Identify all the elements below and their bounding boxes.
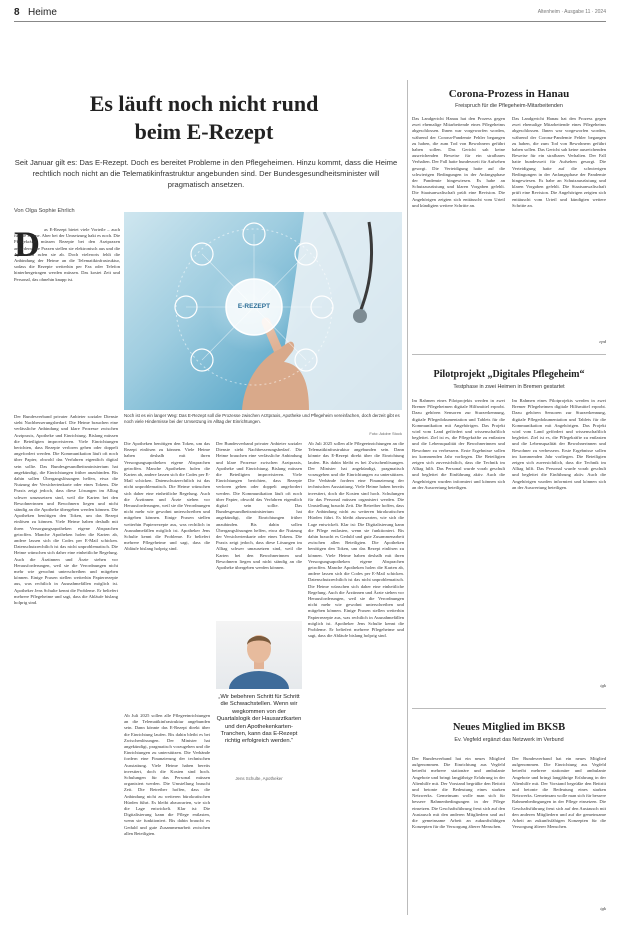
sidebar-1-subtitle: Freispruch für die Pflegeheim-Mitarbeitenden [455,103,563,109]
page-number: 8 [14,7,20,18]
photo-caption: Noch ist es ein langer Weg: Das E-Rezept soll die Prozesse zwischen Arztpraxis, Apotheke und Pflegeheim vereinfachen, doch derzeit gibt es noch viele Hindernisse bei der Umsetzung im Alltag der Einrichtungen. [124,413,400,424]
sidebar-1-title: Corona-Prozess in Hanau [448,88,570,100]
lead-intro-text: as E-Rezept bietet viele Vorteile – auch für die Heime. Aber bei der Umsetzung hakt es noch. Die Pflegekräfte müssen Rezepte bei den Arztpraxen anfordern, die Praxen stellen sie elektronisch aus und die Apotheken rufen sie ab. Doch vielerorts fehlt die Anbindung der Heime an die Telematikinfrastruktur, sodass die Rezepte weiterhin per Fax oder Telefon hinterhergetragen werden müssen. Das kostet Zeit und Personal, das ohnehin knapp ist. [14,227,120,282]
sidebar-3-text-b [512,756,606,906]
header-rule [14,21,606,22]
e-rezept-badge: E-REZEPT [237,303,271,310]
sidebar-1-text-a: Das Landgericht Hanau hat den Prozess gegen zwei ehemalige Mitarbeitende eines Pflegeheims abgeschlossen. Ihnen war vorgeworfen worden, während der Corona-Pandemie Fehler begangen zu haben, die zum Tod von Bewohnern geführt haben sollen. Das Gericht sah keine ausreichenden Beweise für ein strafbares Verhalten. Der Fall hatte bundesweit für Aufsehen gesorgt. Die Verteidigung hatte auf die schwierigen Bedingungen in der Anfangsphase der Pandemie hingewiesen. Es habe an Schutzausrüstung und klaren Vorgaben gefehlt. Die Staatsanwaltschaft prüft eine Revision. Die Angehörigen zeigten sich enttäuscht vom Urteil und kündigten weitere Schritte an. [412,116,505,208]
headline [14,90,394,146]
header-meta: Altenheim · Ausgabe 11 · 2024 [537,9,606,15]
lead-column-2-top: Die Apotheken benötigen den Token, um das Rezept einlösen zu können. Viele Heime haben deshalb mit ihren Versorgungsapotheken eigene Absprachen getroffen. Manche Apotheken holen die Karten ab, andere lassen sich die Codes per E-Mail schicken. Datenschutzrechtlich ist das nicht unproblematisch. Die Heime wünschen sich daher eine einheitliche Regelung. Auch die Ärztinnen und Ärzte stehen vor Herausforderungen, weil sie die Verordnungen nicht mehr wie gewohnt unterschreiben und mitgeben können. Einige Praxen stellen weiterhin Papierrezepte aus, was rechtlich in Ausnahmefällen möglich ist. Apotheker Jens Schulte kennt die Probleme. Er beliefert mehrere Pflegeheime und sagt, dass die Abläufe bislang holprig sind. [124,441,210,552]
section-label: Heime [28,7,57,18]
lead-column-1-more: Die Apotheken benötigen den Token, um das Rezept einlösen zu können. Viele Heime haben deshalb mit ihren Versorgungsapotheken eigene Absprachen getroffen. Manche Apotheken holen die Karten ab, andere lassen sich die Codes per E-Mail schicken. Datenschutzrechtlich ist das nicht unproblematisch. Die Heime wünschen sich daher eine einheitliche Regelung. Auch die Ärztinnen und Ärzte stehen vor Herausforderungen, weil sie die Verordnungen nicht mehr wie gewohnt unterschreiben und mitgeben können. Einige Praxen stellen weiterhin Papierrezepte aus, was rechtlich in Ausnahmefällen möglich ist. Apotheker Jens Schulte kennt die Probleme. Er beliefert mehrere Pflegeheime und sagt, dass die Abläufe bislang holprig sind. [14,507,118,606]
sidebar-2-author: tgk [600,683,606,688]
sidebar-2-text-b [512,398,606,683]
sidebar-2-text-b-content: Im Rahmen eines Pilotprojekts werden in zwei Bremer Pflegeheimen digitale Hilfsmittel erprobt. Dazu gehören Sensoren zur Sturzerkennung, digitale Pflegedokumentation und Tablets für die Kommunikation mit Angehörigen. Das Projekt wird vom Land gefördert und wissenschaftlich begleitet. Ziel ist es, die Pflegekräfte zu entlasten und die Lebensqualität der Bewohnerinnen und Bewohner zu verbessern. Erste Ergebnisse sollen im kommenden Jahr vorliegen. Die Beteiligten zeigen sich zuversichtlich, dass die Technik im Alltag hilft. Das Personal wurde vorab geschult und begleitet die Einführung aktiv. Auch die Angehörigen wurden informiert und können sich an der Auswertung beteiligen. [512,398,606,490]
headline-line-2: beim E-Rezept [134,119,274,144]
lead-column-1-text: Der Bundesverband privater Anbieter sozialer Dienste sieht Nachbesserungsbedarf. Die Heime brauchen eine verlässliche Anbindung und klare Prozesse zwischen Arztpraxis, Apotheke und Einrichtung. Bislang müssen die Beteiligten improvisieren. Viele Einrichtungen berichten, dass Rezepte verloren gehen oder doppelt angefordert werden. Die Kommunikation läuft oft noch über Papier, obwohl das Verfahren eigentlich digital sein sollte. Das Bundesgesundheitsministerium hat angekündigt, die Einrichtungen früher anzubinden. Bis dahin sollen Übergangslösungen helfen, etwa die Nutzung der Versichertenkarte oder eines Tokens. Die Praxis zeigt jedoch, dass diese Lösungen im Alltag schwer umzusetzen sind, weil die Karten bei den Bewohnerinnen und Bewohnern liegen und nicht ständig an die Apotheke übergeben werden können. [14,414,118,513]
lead-column-4-text: Ab Juli 2025 sollen alle Pflegeeinrichtungen an die Telematikinfrastruktur angebunden sein. Dann könnte das E-Rezept direkt über die Einrichtung laufen. Bis dahin bleibt es bei Zwischenlösungen. Der Minister hat angekündigt, pragmatisch vorzugehen und die Einrichtungen zu unterstützen. Die Verbände fordern eine Finanzierung der technischen Ausstattung. Viele Heime haben bereits investiert, doch die Kosten sind hoch. Schulungen für das Personal müssen organisiert werden. Die Umstellung braucht Zeit. Die Betreiber hoffen, dass die Anbindung nicht zu weiteren bürokratischen Hürden führt. Es bleibt abzuwarten, wie sich die Lage entwickelt. Klar ist: Die Digitalisierung kann die Pflege entlasten, wenn sie funktioniert. Bis dahin braucht es Geduld und gute Zusammenarbeit zwischen allen Beteiligten. [308,441,404,546]
lead-column-3-text: Der Bundesverband privater Anbieter sozialer Dienste sieht Nachbesserungsbedarf. Die Heime brauchen eine verlässliche Anbindung und klare Prozesse zwischen Arztpraxis, Apotheke und Einrichtung. Bislang müssen die Beteiligten improvisieren. Viele Einrichtungen berichten, dass Rezepte verloren gehen oder doppelt angefordert werden. Die Kommunikation läuft oft noch über Papier, obwohl das Verfahren eigentlich digital sein sollte. Das Bundesgesundheitsministerium hat angekündigt, die Einrichtungen früher anzubinden. Bis dahin sollen Übergangslösungen helfen, etwa die Nutzung der Versichertenkarte oder eines Tokens. Die Praxis zeigt jedoch, dass diese Lösungen im Alltag schwer umzusetzen sind, weil die Karten bei den Bewohnerinnen und Bewohnern liegen und nicht ständig an die Apotheke übergeben werden können. [216,441,302,571]
lead-column-4-more: Die Apotheken benötigen den Token, um das Rezept einlösen zu können. Viele Heime haben deshalb mit ihren Versorgungsapotheken eigene Absprachen getroffen. Manche Apotheken holen die Karten ab, andere lassen sich die Codes per E-Mail schicken. Datenschutzrechtlich ist das nicht unproblematisch. Die Heime wünschen sich daher eine einheitliche Regelung. Auch die Ärztinnen und Ärzte stehen vor Herausforderungen, weil sie die Verordnungen nicht mehr wie gewohnt unterschreiben und mitgeben können. Einige Praxen stellen weiterhin Papierrezepte aus, was rechtlich in Ausnahmefällen möglich ist. Apotheker Jens Schulte kennt die Probleme. Er beliefert mehrere Pflegeheime und sagt, dass die Abläufe bislang holprig sind. [308,540,404,639]
sidebar-3-subtitle: Ev. Vegfeld ergänzt das Netzwerk im Verbund [454,737,564,743]
lead-column-4 [308,441,404,913]
sidebar-2-subtitle: Testphase in zwei Heimen in Bremen gestartet [453,384,565,390]
pull-quote: „Wir bebehren Schritt für Schritt die Schwachstellen. Wenn wir wegkommen von der Quartalslogik der Hausarztkarten und den Apothekenkarten-Tranchen, kann das E-Rezept richtig erfolgreich werden.“ [216,694,302,745]
sidebar-rule-1 [412,354,606,355]
sidebar-1-author: epd [599,339,606,344]
sidebar-1-text-b [512,116,606,336]
lead-column-2-bottom [124,713,210,913]
sidebar-2-text-a: Im Rahmen eines Pilotprojekts werden in zwei Bremer Pflegeheimen digitale Hilfsmittel erprobt. Dazu gehören Sensoren zur Sturzerkennung, digitale Pflegedokumentation und Tablets für die Kommunikation mit Angehörigen. Das Projekt wird vom Land gefördert und wissenschaftlich begleitet. Ziel ist es, die Pflegekräfte zu entlasten und die Lebensqualität der Bewohnerinnen und Bewohner zu verbessern. Erste Ergebnisse sollen im kommenden Jahr vorliegen. Die Beteiligten zeigen sich zuversichtlich, dass die Technik im Alltag hilft. Das Personal wurde vorab geschult und begleitet die Einführung aktiv. Auch die Angehörigen wurden informiert und können sich an der Auswertung beteiligen. [412,398,505,490]
headline-line-1: Es läuft noch nicht rund [89,91,319,116]
sidebar-rule-2 [412,708,606,709]
e-rezept-illustration [124,212,402,410]
column-divider [407,80,408,915]
lead-column-1 [14,414,118,914]
portrait-photo [216,621,302,689]
sidebar-2-title: Pilotprojekt „Digitales Pflegeheim“ [433,369,585,380]
deck: Seit Januar gilt es: Das E-Rezept. Doch es bereitet Probleme in den Pflegeheimen. Hinzu kommt, dass die Heime rechtlich noch nicht an die Telematikinfrastruktur angebunden sind. Der Bundesgesundheitsminister will pragmatisch ansetzen. [14,158,398,189]
quote-attribution: Jens Schulte, Apotheker [235,776,283,781]
sidebar-3-title: Neues Mitglied im BKSB [452,722,566,733]
dropcap: D [14,224,40,264]
sidebar-3-text-b-content: Der Bundesverband hat ein neues Mitglied aufgenommen. Die Einrichtung aus Vegfeld betreibt mehrere stationäre und ambulante Angebote und bringt langjährige Erfahrung in der Altenhilfe mit. Der Vorstand begrüßte den Beitritt und betonte die Bedeutung eines starken Netzwerks. Gemeinsam wolle man sich für bessere Rahmenbedingungen in der Pflege einsetzen. Die Geschaftsführung freut sich auf den Austausch mit den anderen Mitgliedern und auf die gemeinsame Arbeit an zukunftsfähigen Konzepten für die Versorgung älterer Menschen. [512,756,606,830]
lead-column-2-bottom-text: Ab Juli 2025 sollen alle Pflegeeinrichtungen an die Telematikinfrastruktur angebunden sein. Dann könnte das E-Rezept direkt über die Einrichtung laufen. Bis dahin bleibt es bei Zwischenlösungen. Der Minister hat angekündigt, pragmatisch vorzugehen und die Einrichtungen zu unterstützen. Die Verbände fordern eine Finanzierung der technischen Ausstattung. Viele Heime haben bereits investiert, doch die Kosten sind hoch. Schulungen für das Personal müssen organisiert werden. Die Umstellung braucht Zeit. Die Betreiber hoffen, dass die Anbindung nicht zu weiteren bürokratischen Hürden führt. Es bleibt abzuwarten, wie sich die Lage entwickelt. Klar ist: Die Digitalisierung kann die Pflege entlasten, wenn sie funktioniert. Bis dahin braucht es Geduld und gute Zusammenarbeit zwischen allen Beteiligten. [124,713,210,836]
lead-photo [124,212,402,410]
photo-credit: Foto: Adobe Stock [369,431,402,436]
person-icon [216,621,302,689]
sidebar-1-text-b-content: Das Landgericht Hanau hat den Prozess gegen zwei ehemalige Mitarbeitende eines Pflegeheims abgeschlossen. Ihnen war vorgeworfen worden, während der Corona-Pandemie Fehler begangen zu haben, die zum Tod von Bewohnern geführt haben sollen. Das Gericht sah keine ausreichenden Beweise für ein strafbares Verhalten. Der Fall hatte bundesweit für Aufsehen gesorgt. Die Verteidigung hatte auf die schwierigen Bedingungen in der Anfangsphase der Pandemie hingewiesen. Es habe an Schutzausrüstung und klaren Vorgaben gefehlt. Die Staatsanwaltschaft prüft eine Revision. Die Angehörigen zeigten sich enttäuscht vom Urteil und kündigten weitere Schritte an. [512,116,606,208]
sidebar-3-text-a: Der Bundesverband hat ein neues Mitglied aufgenommen. Die Einrichtung aus Vegfeld betreibt mehrere stationäre und ambulante Angebote und bringt langjährige Erfahrung in der Altenhilfe mit. Der Vorstand begrüßte den Beitritt und betonte die Bedeutung eines starken Netzwerks. Gemeinsam wolle man sich für bessere Rahmenbedingungen in der Pflege einsetzen. Die Geschaftsführung freut sich auf den Austausch mit den anderen Mitgliedern und auf die gemeinsame Arbeit an zukunftsfähigen Konzepten für die Versorgung älterer Menschen. [412,756,505,830]
byline: Von Olga Sophie Ehrlich [14,208,75,214]
sidebar-3-author: tgk [600,906,606,911]
